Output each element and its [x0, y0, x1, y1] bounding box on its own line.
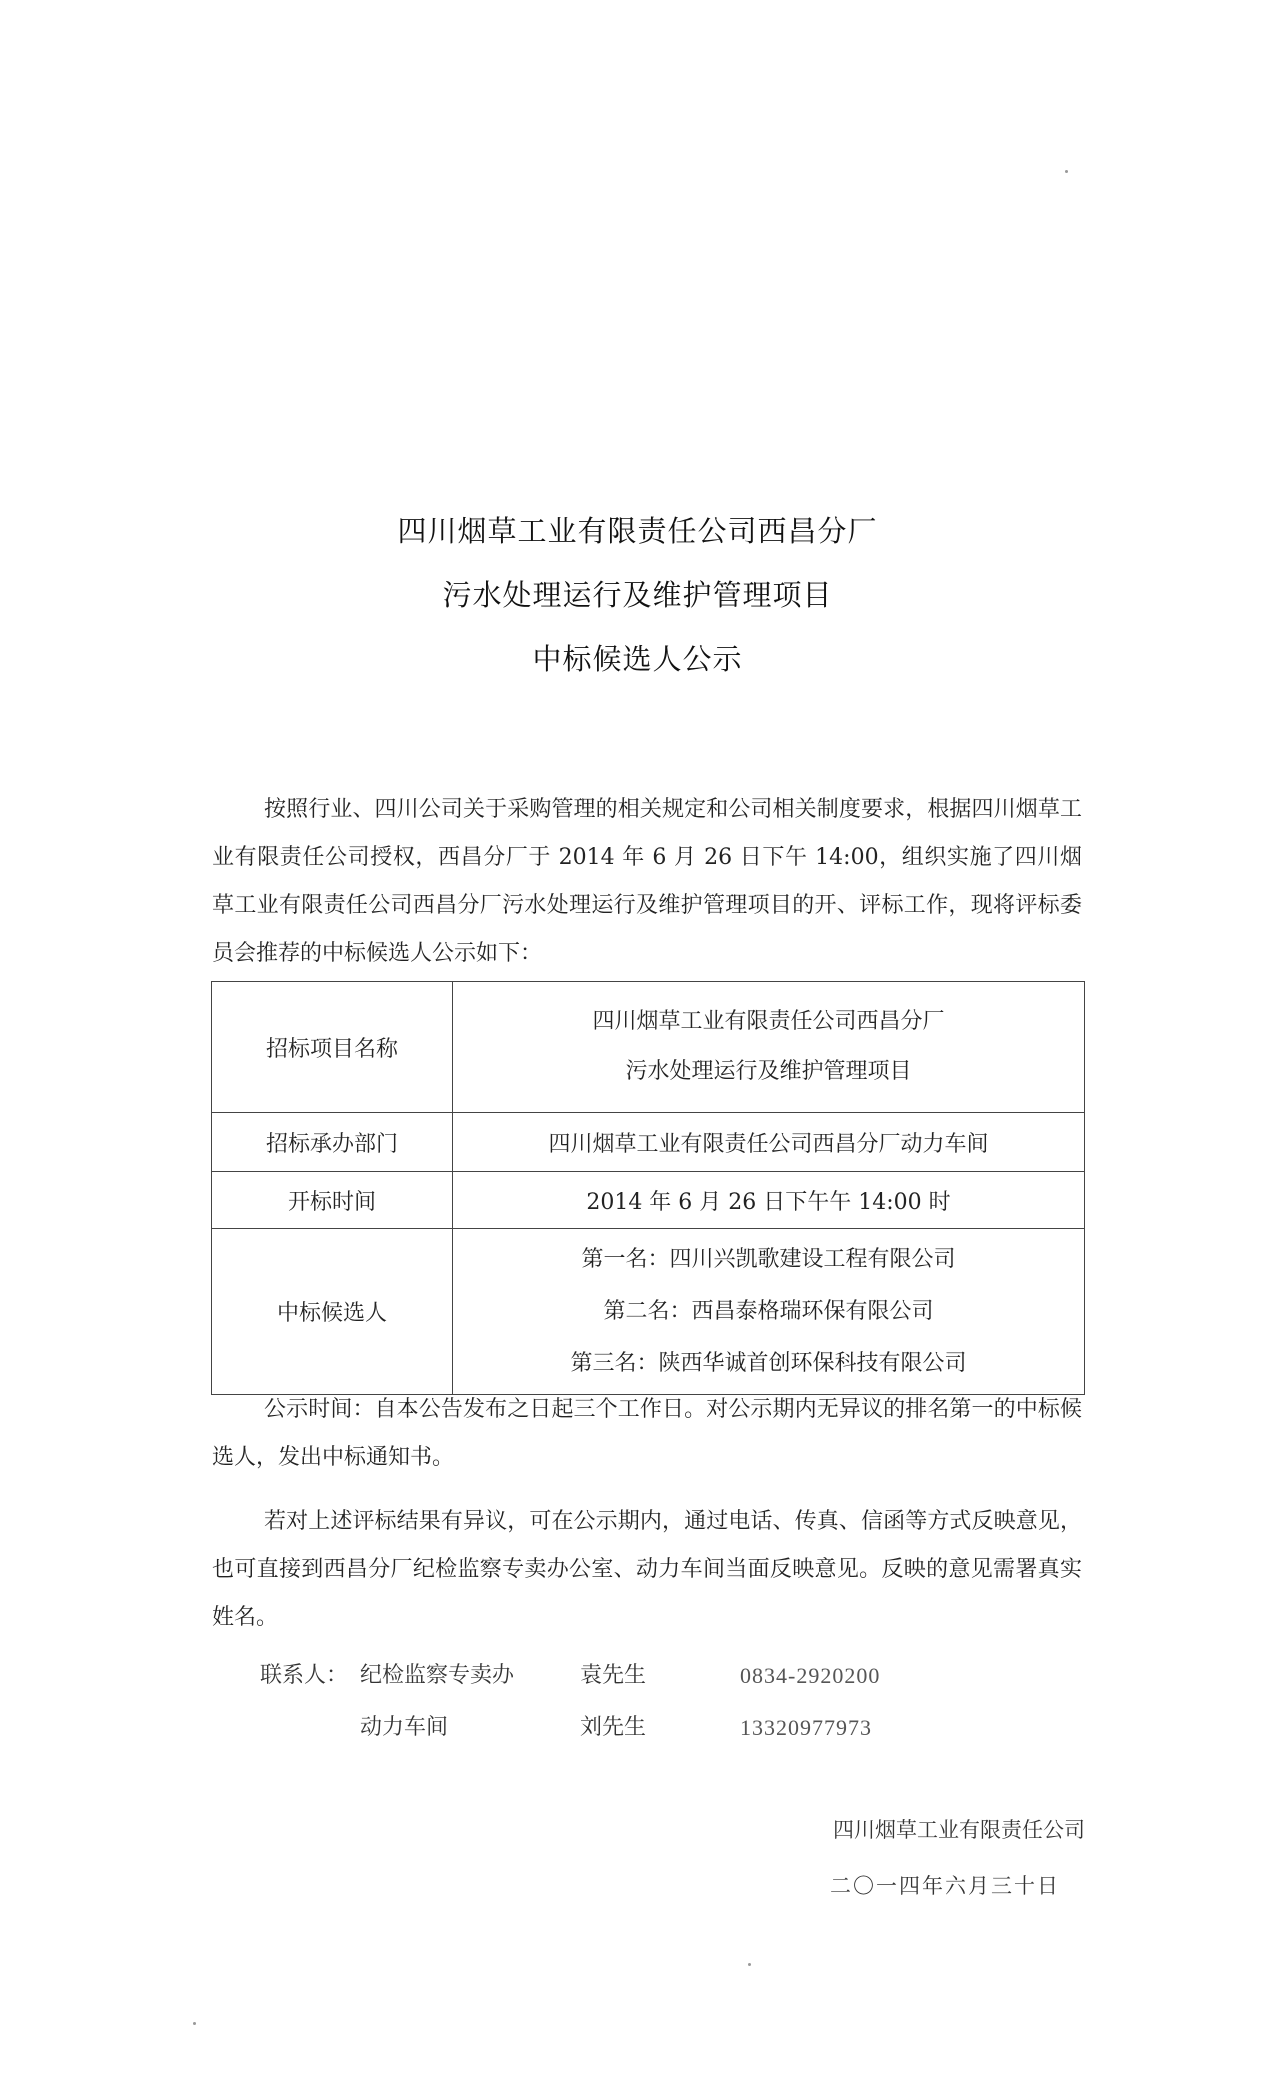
scan-speck	[193, 2022, 196, 2025]
contact-row	[260, 1650, 1060, 1702]
project-name-label: 招标项目名称	[212, 982, 453, 1113]
signature-date: 二〇一四年六月三十日	[830, 1874, 1060, 1898]
title-line-1: 四川烟草工业有限责任公司西昌分厂	[397, 514, 878, 548]
dept-label: 招标承办部门	[212, 1113, 453, 1172]
project-name-line-2: 污水处理运行及维护管理项目	[625, 1059, 912, 1084]
candidate-list	[453, 1229, 1085, 1395]
contact-phone: 0834-2920200	[740, 1663, 881, 1688]
notice-period-paragraph: 公示时间：自本公告发布之日起三个工作日。对公示期内无异议的排名第一的中标候选人，发出中标通知书。	[212, 1397, 1082, 1470]
project-name-line-1: 四川烟草工业有限责任公司西昌分厂	[592, 1009, 945, 1034]
table-row	[212, 982, 1085, 1113]
candidate-label: 中标候选人	[212, 1229, 453, 1395]
project-name-value	[453, 982, 1085, 1113]
table-row	[212, 1172, 1085, 1229]
contact-phone: 13320977973	[740, 1715, 872, 1740]
objection-paragraph: 若对上述评标结果有异议，可在公示期内，通过电话、传真、信函等方式反映意见，也可直接到西昌分厂纪检监察专卖办公室、动力车间当面反映意见。反映的意见需署真实姓名。	[212, 1509, 1082, 1630]
table-row	[212, 1113, 1085, 1172]
contact-dept: 纪检监察专卖办	[360, 1663, 515, 1688]
table-row	[212, 1229, 1085, 1395]
intro-paragraph: 按照行业、四川公司关于采购管理的相关规定和公司相关制度要求，根据四川烟草工业有限责任公司授权，西昌分厂于 2014 年 6 月 26 日下午 14:00，组织实施了四川烟草工业有限责任公司西昌分厂污水处理运行及维护管理项目的开、评标工作，现将评标委员会推荐的中标候选人公示如下：	[212, 797, 1082, 966]
dept-value: 四川烟草工业有限责任公司西昌分厂动力车间	[453, 1113, 1085, 1172]
contact-row	[260, 1702, 1060, 1754]
title-line-3: 中标候选人公示	[532, 642, 743, 676]
candidate-1: 第一名：四川兴凯歌建设工程有限公司	[581, 1246, 956, 1272]
title-line-2: 污水处理运行及维护管理项目	[442, 578, 833, 612]
signature-company: 四川烟草工业有限责任公司	[833, 1818, 1085, 1842]
time-label: 开标时间	[212, 1172, 453, 1229]
scan-speck	[748, 1963, 751, 1966]
contact-person: 袁先生	[580, 1663, 647, 1688]
time-value: 2014 年 6 月 26 日下午午 14:00 时	[453, 1172, 1085, 1229]
contact-person: 刘先生	[580, 1715, 647, 1740]
contact-label: 联系人：	[260, 1663, 349, 1688]
candidate-3: 第三名：陕西华诚首创环保科技有限公司	[570, 1350, 967, 1376]
contact-list	[260, 1650, 1060, 1754]
candidate-2: 第二名：西昌泰格瑞环保有限公司	[603, 1298, 934, 1324]
contact-dept: 动力车间	[360, 1715, 449, 1740]
scan-speck	[1065, 170, 1068, 173]
document-title	[0, 515, 1275, 707]
bid-info-table	[211, 981, 1085, 1395]
